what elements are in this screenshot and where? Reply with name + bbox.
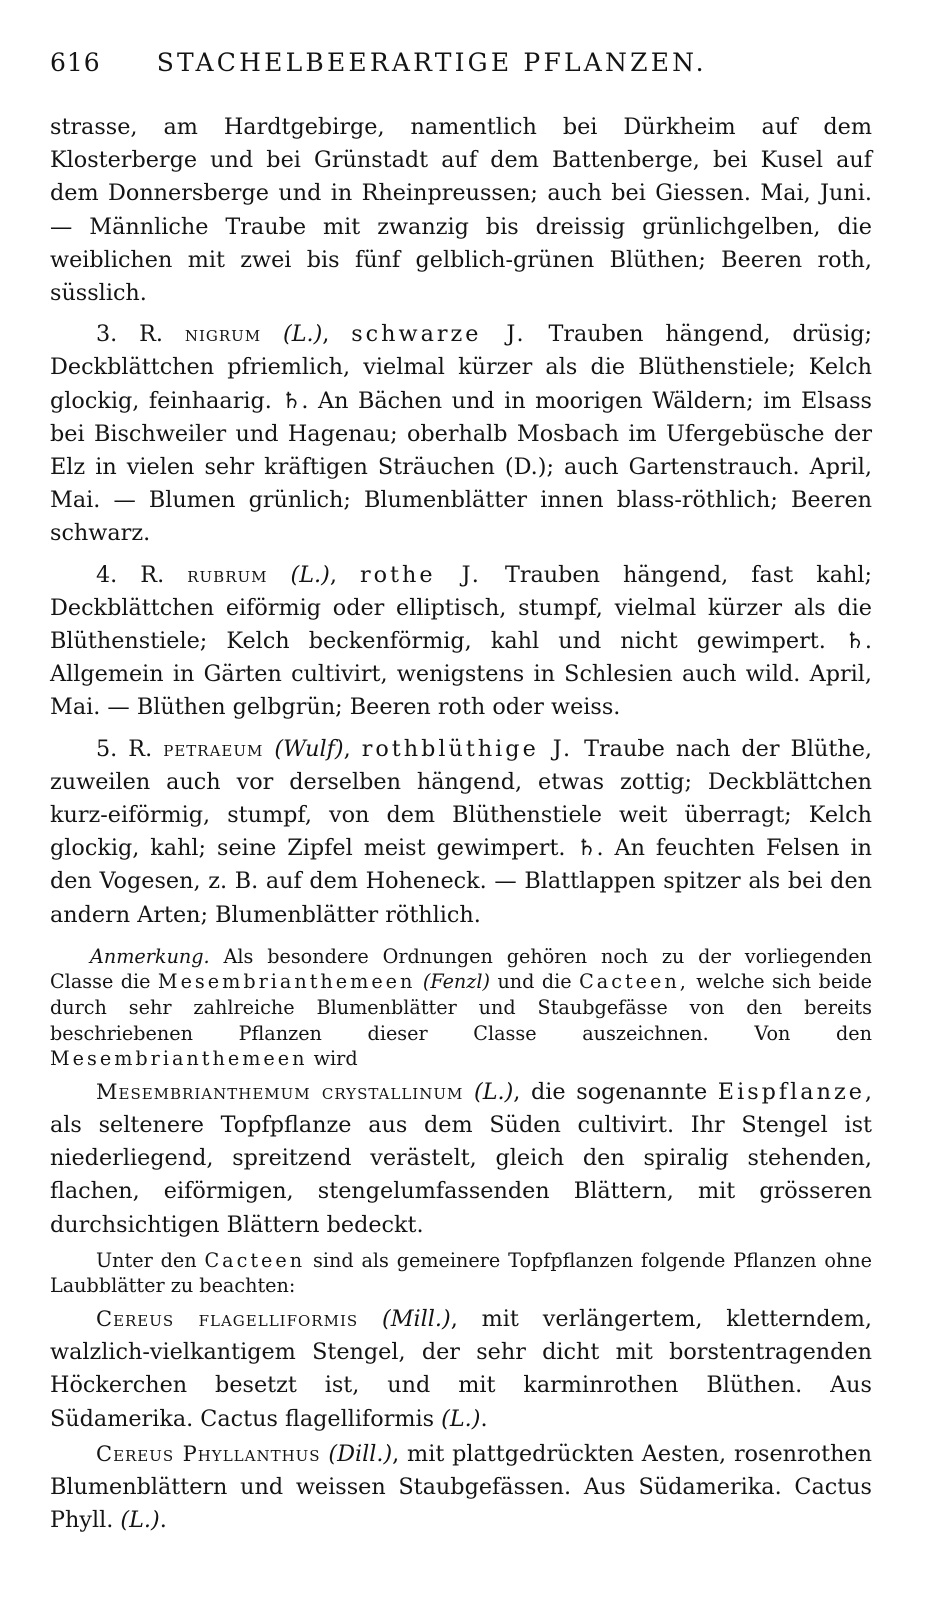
species-entry-petraeum: 5. R. petraeum (Wulf), rothblüthige J. Traube nach der Blüthe, zuweilen auch vor derselben hängend, etwas zottig; Deckblättchen kurz-eiförmig, stumpf, von dem Blüthenstiele weit überragt; Kelch glockig, kahl; seine Zipfel meist gewimpert. ♄. An feuchten Felsen in den Vogesen, z. B. auf dem Hoheneck. — Blattlappen spitzer als bei den andern Arten; Blumenblätter röthlich. (50, 735, 873, 928)
species-description: Trauben hängend, drüsig; Deckblättchen pfriemlich, vielmal kürzer als die Blüthenstiele; Kelch glockig, feinhaarig. ♄. An Bächen und in moorigen Wäldern; im Elsass bei Bischweiler und Hagenau; oberhalb Mosbach im Ufergebüsche der Elz in vielen sehr kräftigen Sträuchen (D.); auch Gartenstrauch. April, Mai. — Blumen grünlich; Blumenblätter innen blass-röthlich; Beeren schwarz. (50, 321, 872, 547)
note-paragraph (50, 944, 872, 1072)
running-head (50, 48, 872, 77)
author-citation: (L.) (441, 1405, 481, 1432)
main-text (50, 111, 872, 932)
species-entry-flagelliformis (50, 1303, 872, 1436)
author-citation: (Mill.) (382, 1306, 451, 1333)
note-paragraph (50, 1248, 872, 1299)
species-name: nigrum (184, 322, 262, 347)
species-entry-rubrum: 4. R. rubrum (L.), rothe J. Trauben hängend, fast kahl; Deckblättchen eiförmig oder elliptisch, stumpf, vielmal kürzer als die Blüthenstiele; Kelch beckenförmig, kahl und nicht gewimpert. ♄. Allgemein in Gärten cultivirt, wenigstens in Schlesien auch wild. April, Mai. — Blüthen gelbgrün; Beeren roth oder weiss. (50, 561, 873, 721)
entry-number: 4. R. (96, 561, 165, 588)
note-text: und die (497, 970, 572, 994)
species-description: , mit plattgedrückten Aesten, rosenrothen Blumenblättern und weissen Staubgefässen. Aus Südamerika. Cactus Phyll. (50, 1440, 872, 1534)
note-text: sind als gemeinere Topfpflanzen folgende Pflanzen ohne Laubblätter zu beachten: (50, 1248, 872, 1298)
species-entry-phyllanthus (50, 1438, 872, 1538)
note-label: Anmerkung. (90, 944, 210, 968)
term-cacteen: Cacteen (204, 1248, 306, 1272)
mesembrianthemum-entry (50, 1076, 872, 1242)
author-citation: (L.) (290, 561, 330, 588)
author-citation: (L.) (120, 1507, 160, 1534)
page-number: 616 (50, 48, 101, 77)
term-mesembrianthemeen: Mesembrianthemeen (50, 1047, 308, 1071)
species-entry-nigrum: 3. R. nigrum (L.), schwarze J. Trauben hängend, drüsig; Deckblättchen pfriemlich, vielmal kürzer als die Blüthenstiele; Kelch glockig, feinhaarig. ♄. An Bächen und in moorigen Wäldern; im Elsass bei Bischweiler und Hagenau; oberhalb Mosbach im Ufergebüsche der Elz in vielen sehr kräftigen Sträuchen (D.); auch Gartenstrauch. April, Mai. — Blumen grünlich; Blumenblätter innen blass-röthlich; Beeren schwarz. (50, 321, 872, 547)
punctuation: . (159, 1507, 167, 1534)
common-name: rothblüthige J. (361, 735, 574, 762)
term-mesembrianthemeen: Mesembrianthemeen (157, 970, 416, 994)
note-text: Als besondere Ordnungen gehören noch zu der vorliegenden Classe die (50, 944, 872, 994)
running-title: STACHELBEERARTIGE PFLANZEN. (156, 48, 707, 77)
species-description: , als seltenere Topfpflanze aus dem Süden cultivirt. Ihr Stengel ist niederliegend, spreitzend verästelt, gleich den spiralig stehenden, flachen, eiförmigen, stengelumfassenden Blättern, mit grösseren durchsichtigen Blättern bedeckt. (50, 1078, 872, 1238)
species-description: Trauben hängend, fast kahl; Deckblättchen eiförmig oder elliptisch, stumpf, vielmal kürzer als die Blüthenstiele; Kelch beckenförmig, kahl und nicht gewimpert. ♄. Allgemein in Gärten cultivirt, wenigstens in Schlesien auch wild. April, Mai. — Blüthen gelbgrün; Beeren roth oder weiss. (50, 561, 873, 721)
note-text: Unter den (96, 1248, 197, 1272)
author-citation: (Wulf) (274, 735, 344, 762)
author-citation: (L.) (474, 1078, 514, 1105)
entry-number: 3. R. (96, 321, 163, 348)
cereus-entries (50, 1303, 872, 1537)
species-name: Mesembrianthemum crystallinum (96, 1079, 464, 1104)
species-entry-crystallinum (50, 1076, 872, 1242)
entry-text: , die sogenannte (513, 1078, 708, 1105)
common-name: rothe J. (359, 561, 482, 588)
common-name: Eispflanze (717, 1078, 865, 1105)
annotation-note (50, 944, 872, 1072)
species-description: , mit verlängertem, kletterndem, walzlich-vielkantigem Stengel, der sehr dicht mit borstentragenden Höckerchen besetzt ist, und mit karminrothen Blüthen. Aus Südamerika. Cactus flagelliformis (50, 1306, 872, 1432)
species-name: Cereus Phyllanthus (96, 1441, 321, 1466)
species-name: rubrum (187, 562, 268, 587)
note-text: welche sich beide durch sehr zahlreiche Blumenblätter und Staubgefässe von den bereits beschriebenen Pflanzen dieser Classe auszeichnen. Von den (50, 970, 872, 1045)
species-description: Traube nach der Blüthe, zuweilen auch vor derselben hängend, etwas zottig; Deckblättchen kurz-eiförmig, stumpf, von dem Blüthenstiele weit überragt; Kelch glockig, kahl; seine Zipfel meist gewimpert. ♄. An feuchten Felsen in den Vogesen, z. B. auf dem Hoheneck. — Blattlappen spitzer als bei den andern Arten; Blumenblätter röthlich. (50, 735, 873, 928)
common-name: schwarze J. (351, 321, 527, 348)
entry-number: 5. R. (96, 735, 153, 762)
species-name: Cereus flagelliformis (96, 1307, 359, 1332)
species-name: petraeum (163, 736, 264, 761)
note-text: wird (313, 1047, 358, 1071)
author-citation: (Dill.) (328, 1440, 393, 1467)
term-cacteen: Cacteen, (579, 970, 689, 994)
paragraph-continuation: strasse, am Hardtgebirge, namentlich bei Dürkheim auf dem Klosterberge und bei Grünstadt auf dem Battenberge, bei Kusel auf dem Donnersberge und in Rheinpreussen; auch bei Giessen. Mai, Juni. — Männliche Traube mit zwanzig bis dreissig grünlichgelben, die weiblichen mit zwei bis fünf gelblich-grünen Blüthen; Beeren roth, süsslich. (50, 114, 872, 307)
punctuation: . (480, 1405, 488, 1432)
author-citation: (L.) (283, 321, 323, 348)
author-citation: (Fenzl) (422, 970, 491, 994)
cacteen-note (50, 1248, 872, 1299)
